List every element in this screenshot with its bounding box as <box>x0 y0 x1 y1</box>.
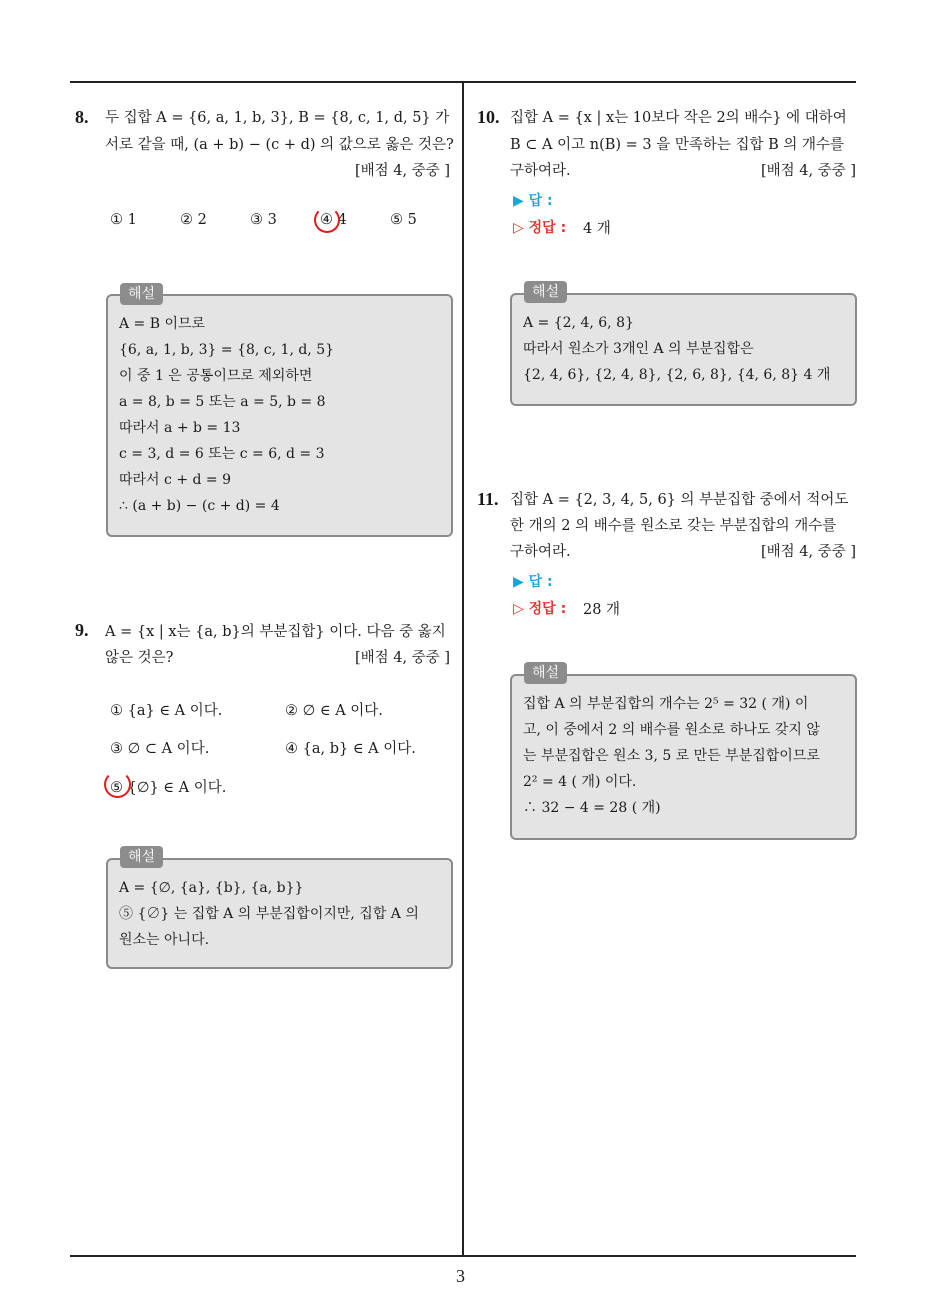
q8-solution-line-2: {6, a, 1, b, 3} = {8, c, 1, d, 5} <box>119 342 335 358</box>
column-divider <box>462 82 464 1257</box>
question-10-text-line2: B ⊂ A 이고 n(B) = 3 을 만족하는 집합 B 의 개수를 <box>510 137 845 153</box>
q11-correct-value: 28 개 <box>583 602 621 618</box>
q10-solution-line-1: A = {2, 4, 6, 8} <box>523 315 634 331</box>
q11-solution-line-1: 집합 A 의 부분집합의 개수는 2⁵ = 32 ( 개) 이 <box>523 696 809 712</box>
q9-choice-2[interactable]: ② ∅ ∈ A 이다. <box>285 703 383 719</box>
question-8-text-line1: 두 집합 A = {6, a, 1, b, 3}, B = {8, c, 1, d, 5} 가 <box>105 110 450 126</box>
q11-correct-label: ▷ 정답 : <box>513 601 567 617</box>
q10-correct-value: 4 개 <box>583 221 611 237</box>
q8-choice-4[interactable]: ④ 4 <box>320 212 347 228</box>
question-9-text-line1: A = {x | x는 {a, b}의 부분집합} 이다. 다음 중 옳지 <box>105 624 446 640</box>
q8-answer-circle-mark <box>314 207 340 233</box>
q10-solution-line-2: 따라서 원소가 3개인 A 의 부분집합은 <box>523 341 754 357</box>
q8-solution-tag: 해설 <box>120 283 163 305</box>
q9-choice-3[interactable]: ③ ∅ ⊂ A 이다. <box>110 741 210 757</box>
q8-solution-line-6: c = 3, d = 6 또는 c = 6, d = 3 <box>119 446 325 462</box>
q8-solution-line-8: ∴ (a + b) − (c + d) = 4 <box>119 498 280 514</box>
question-9-score: [배점 4, 중중 ] <box>354 650 450 666</box>
question-8-number: 8. <box>75 107 89 127</box>
q11-answer-label: ▶ 답 : <box>513 574 553 590</box>
q8-choice-2[interactable]: ② 2 <box>180 212 207 228</box>
q9-solution-tag: 해설 <box>120 846 163 868</box>
question-8-score: [배점 4, 중중 ] <box>354 163 450 179</box>
q9-solution-line-1: A = {∅, {a}, {b}, {a, b}} <box>119 880 304 896</box>
bottom-rule <box>70 1255 856 1257</box>
q9-solution-line-2: ⑤ {∅} 는 집합 A 의 부분집합이지만, 집합 A 의 <box>119 906 419 922</box>
question-11-text-line2: 한 개의 2 의 배수를 원소로 갖는 부분집합의 개수를 <box>510 518 837 534</box>
q10-solution-line-3: {2, 4, 6}, {2, 4, 8}, {2, 6, 8}, {4, 6, 8} 4 개 <box>523 367 831 383</box>
question-11-score: [배점 4, 중중 ] <box>760 544 856 560</box>
q11-solution-line-4: 2² = 4 ( 개) 이다. <box>523 774 637 790</box>
q8-solution-line-1: A = B 이므로 <box>119 316 206 332</box>
page-number: 3 <box>456 1266 465 1286</box>
q8-choice-3[interactable]: ③ 3 <box>250 212 277 228</box>
question-10-text-line3: 구하여라. <box>510 163 571 179</box>
question-9-number: 9. <box>75 620 89 640</box>
q9-choice-1[interactable]: ① {a} ∈ A 이다. <box>110 703 223 719</box>
q11-solution-line-3: 는 부분집합은 원소 3, 5 로 만든 부분집합이므로 <box>523 748 820 764</box>
question-11-number: 11. <box>477 489 499 509</box>
q9-choice-4[interactable]: ④ {a, b} ∈ A 이다. <box>285 741 416 757</box>
q8-choice-5[interactable]: ⑤ 5 <box>390 212 417 228</box>
q8-solution-line-4: a = 8, b = 5 또는 a = 5, b = 8 <box>119 394 326 410</box>
question-8-text-line2: 서로 같을 때, (a + b) − (c + d) 의 값으로 옳은 것은? <box>105 137 454 153</box>
question-11-text-line3: 구하여라. <box>510 544 571 560</box>
q9-solution-line-3: 원소는 아니다. <box>119 932 210 948</box>
q10-answer-label: ▶ 답 : <box>513 193 553 209</box>
question-10-number: 10. <box>477 107 500 127</box>
q10-solution-tag: 해설 <box>524 281 567 303</box>
q8-solution-line-3: 이 중 1 은 공통이므로 제외하면 <box>119 368 313 384</box>
question-10-text-line1: 집합 A = {x | x는 10보다 작은 2의 배수} 에 대하여 <box>510 110 847 126</box>
question-10-score: [배점 4, 중중 ] <box>760 163 856 179</box>
q11-solution-line-5: ∴ 32 − 4 = 28 ( 개) <box>523 800 661 816</box>
q9-answer-circle-mark <box>104 771 131 798</box>
question-9-text-line2: 않은 것은? <box>105 650 174 666</box>
q10-correct-label: ▷ 정답 : <box>513 220 567 236</box>
q11-solution-tag: 해설 <box>524 662 567 684</box>
question-11-text-line1: 집합 A = {2, 3, 4, 5, 6} 의 부분집합 중에서 적어도 <box>510 492 849 508</box>
q8-solution-line-5: 따라서 a + b = 13 <box>119 420 241 436</box>
q11-solution-line-2: 고, 이 중에서 2 의 배수를 원소로 하나도 갖지 않 <box>523 722 820 738</box>
q9-choice-5[interactable]: ⑤ {∅} ∈ A 이다. <box>110 780 227 796</box>
q8-choice-1[interactable]: ① 1 <box>110 212 137 228</box>
q8-solution-line-7: 따라서 c + d = 9 <box>119 472 231 488</box>
